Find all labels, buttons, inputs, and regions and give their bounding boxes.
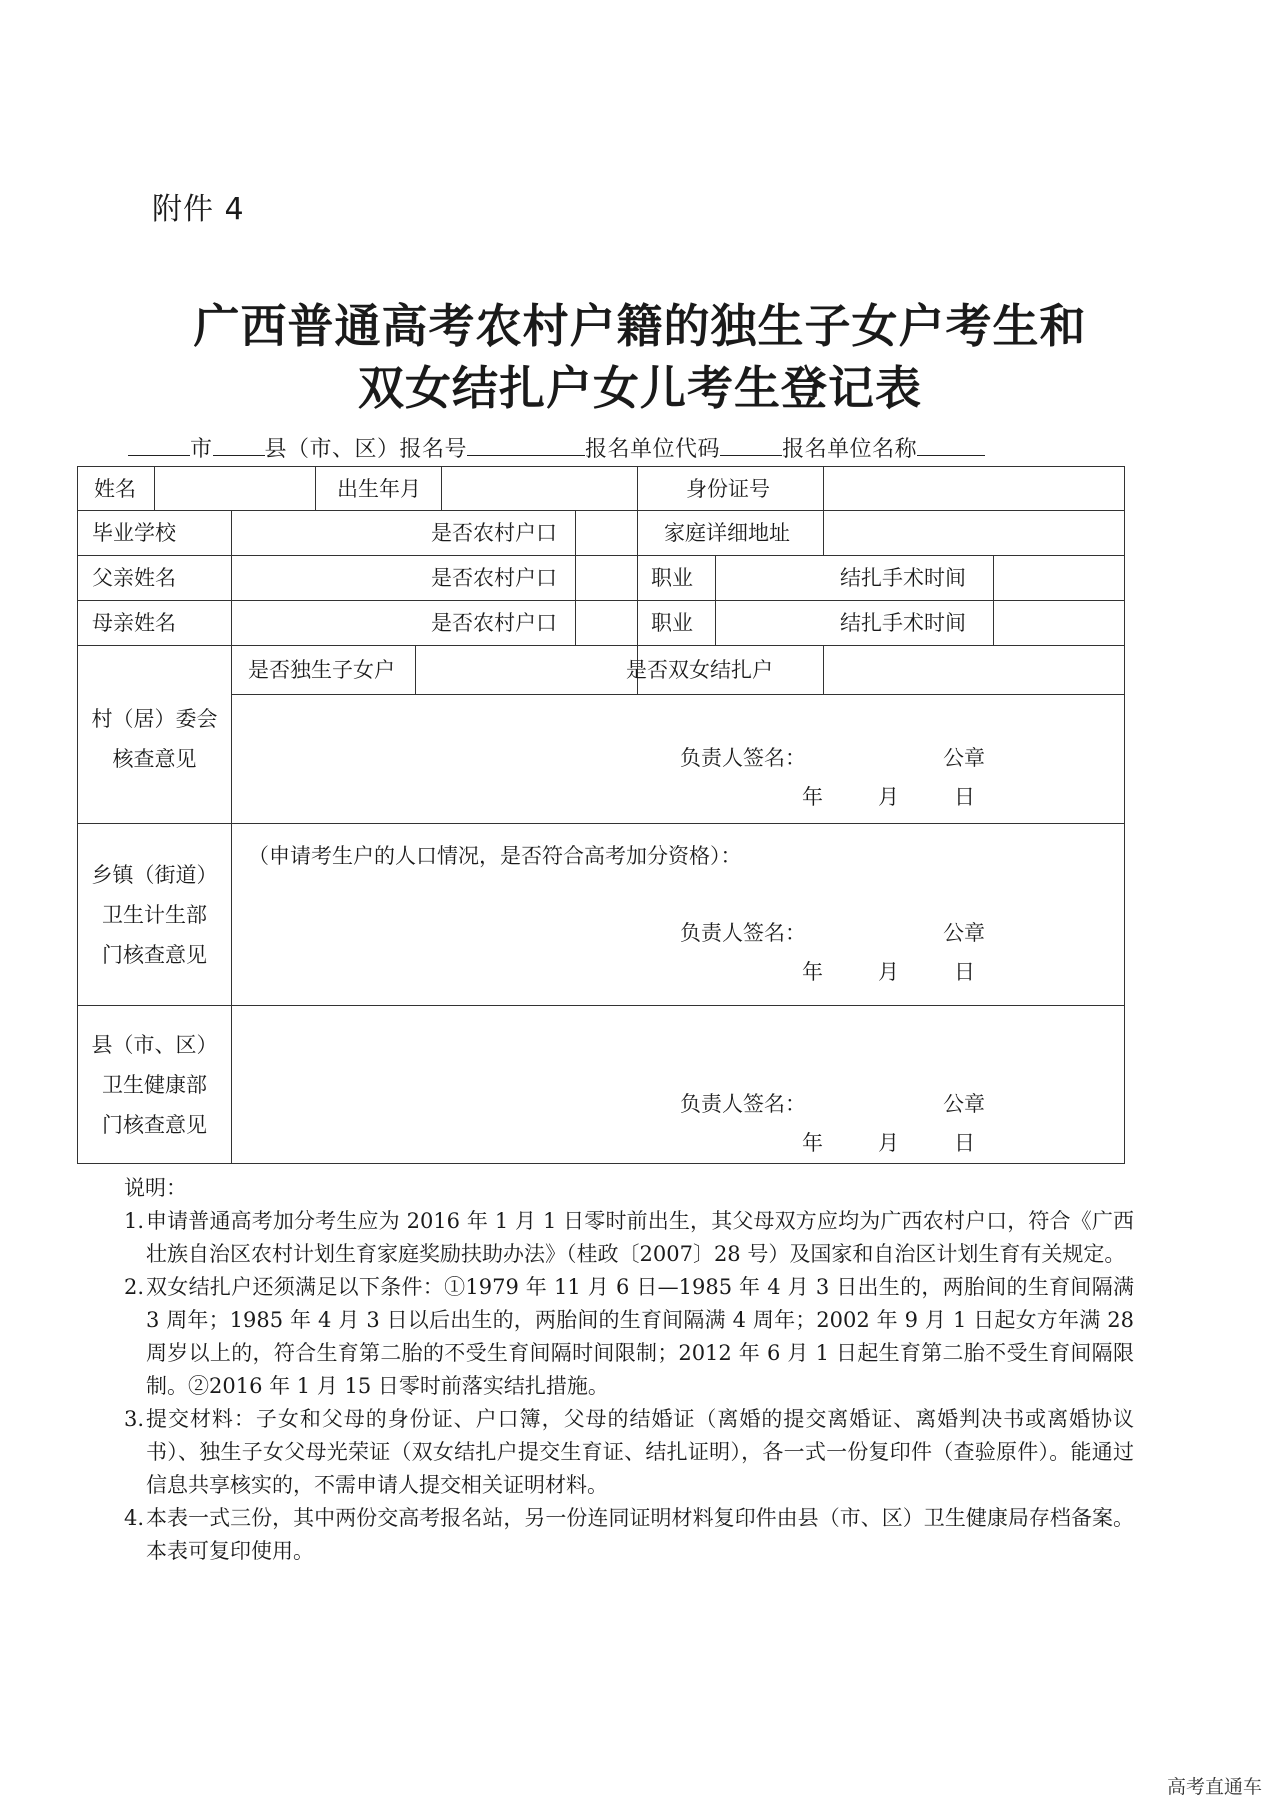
city-label: 市 [190,437,213,462]
name-label: 姓名 [94,477,136,501]
col-line [823,467,824,510]
town-year: 年 [802,960,823,984]
village-opinion-label: 村（居）委会 核查意见 [91,707,218,771]
unit-name-blank[interactable] [917,433,985,456]
row-line [78,510,1124,511]
col-line [637,467,638,510]
row-line [78,555,1124,556]
col-line [993,555,994,645]
unit-name-label: 报名单位名称 [782,437,918,462]
row-line [78,1005,1124,1006]
col-line [823,645,824,694]
town-month: 月 [878,960,899,984]
only-child-label: 是否独生子女户 [248,658,395,682]
col-line [315,467,316,510]
registration-form-table [77,466,1125,1164]
county-year: 年 [802,1131,823,1155]
father-surgery-label: 结扎手术时间 [840,566,966,590]
mother-surgery-label: 结扎手术时间 [840,611,966,635]
city-blank[interactable] [128,433,190,456]
county-month: 月 [878,1131,899,1155]
form-title-line1: 广西普通高考农村户籍的独生子女户考生和 [193,299,1087,353]
notes-heading: 说明： [124,1176,187,1200]
father-name-label: 父亲姓名 [92,566,176,590]
father-job-label: 职业 [651,566,693,590]
unit-code-blank[interactable] [720,433,782,456]
village-month: 月 [878,785,899,809]
county-blank[interactable] [213,433,265,456]
col-line [823,510,824,555]
col-line [575,510,576,645]
mother-name-label: 母亲姓名 [92,611,176,635]
county-day: 日 [954,1131,975,1155]
two-daughters-label: 是否双女结扎户 [626,658,773,682]
county-seal: 公章 [943,1092,985,1116]
note-item: 3. 提交材料：子女和父母的身份证、户口簿，父母的结婚证（离婚的提交离婚证、离婚判决书或离婚协议书）、独生子女父母光荣证（双女结扎户提交生育证、结扎证明），各一式一份复印件（查验原件）。能通过信息共享核实的，不需申请人提交相关证明材料。 [124,1407,1134,1497]
father-rural-label: 是否农村户口 [431,566,557,590]
col-line [715,555,716,645]
county-signer: 负责人签名： [680,1092,806,1116]
town-day: 日 [954,960,975,984]
mother-rural-label: 是否农村户口 [431,611,557,635]
school-label: 毕业学校 [92,521,176,545]
registration-line [128,432,985,463]
village-seal: 公章 [943,746,985,770]
village-year: 年 [802,785,823,809]
col-line [441,467,442,510]
notes-section [124,1172,1134,1568]
form-title-line2: 双女结扎户女儿考生登记表 [358,361,922,415]
village-signer: 负责人签名： [680,746,806,770]
col-line [415,645,416,694]
county-label: 县（市、区） [264,437,400,462]
note-item: 4. 本表一式三份，其中两份交高考报名站，另一份连同证明材料复印件由县（市、区）卫生健康局存档备案。本表可复印使用。 [124,1506,1134,1563]
birth-label: 出生年月 [337,477,421,501]
row-line [78,645,1124,646]
student-rural-label: 是否农村户口 [431,521,557,545]
footer-watermark: 高考直通车 [1166,1776,1262,1798]
note-item: 1. 申请普通高考加分考生应为 2016 年 1 月 1 日零时前出生，其父母双方应均为广西农村户口，符合《广西壮族自治区农村计划生育家庭奖励扶助办法》（桂政〔2007〕28 号）及国家和自治区计划生育有关规定。 [124,1209,1134,1266]
town-signer: 负责人签名： [680,921,806,945]
attachment-label: 附件 4 [152,192,245,227]
id-no-label: 身份证号 [686,477,770,501]
address-label: 家庭详细地址 [664,521,790,545]
unit-code-label: 报名单位代码 [585,437,721,462]
village-day: 日 [954,785,975,809]
reg-no-blank[interactable] [467,433,585,456]
reg-no-label: 报名号 [399,437,468,462]
row-line [78,823,1124,824]
county-opinion-label: 县（市、区） 卫生健康部 门核查意见 [91,1033,218,1137]
col-line [231,510,232,1163]
row-line [78,600,1124,601]
town-hint: （申请考生户的人口情况，是否符合高考加分资格）： [248,844,742,868]
note-item: 2. 双女结扎户还须满足以下条件：①1979 年 11 月 6 日—1985 年 4 月 3 日出生的，两胎间的生育间隔满 3 周年；1985 年 4 月 3 日以后出生的，两胎间的生育间隔满 4 周年；2002 年 9 月 1 日起女方年满 28 周岁以上的，符合生育第二胎的不受生育间隔时间限制；2012 年 6 月 1 日起生育第二胎不受生育间隔限制。②2016 年 1 月 15 日零时前落实结扎措施。 [124,1275,1134,1398]
row-line [231,694,1124,695]
town-opinion-label: 乡镇（街道） 卫生计生部 门核查意见 [91,863,218,967]
col-line [154,467,155,510]
town-seal: 公章 [943,921,985,945]
mother-job-label: 职业 [651,611,693,635]
